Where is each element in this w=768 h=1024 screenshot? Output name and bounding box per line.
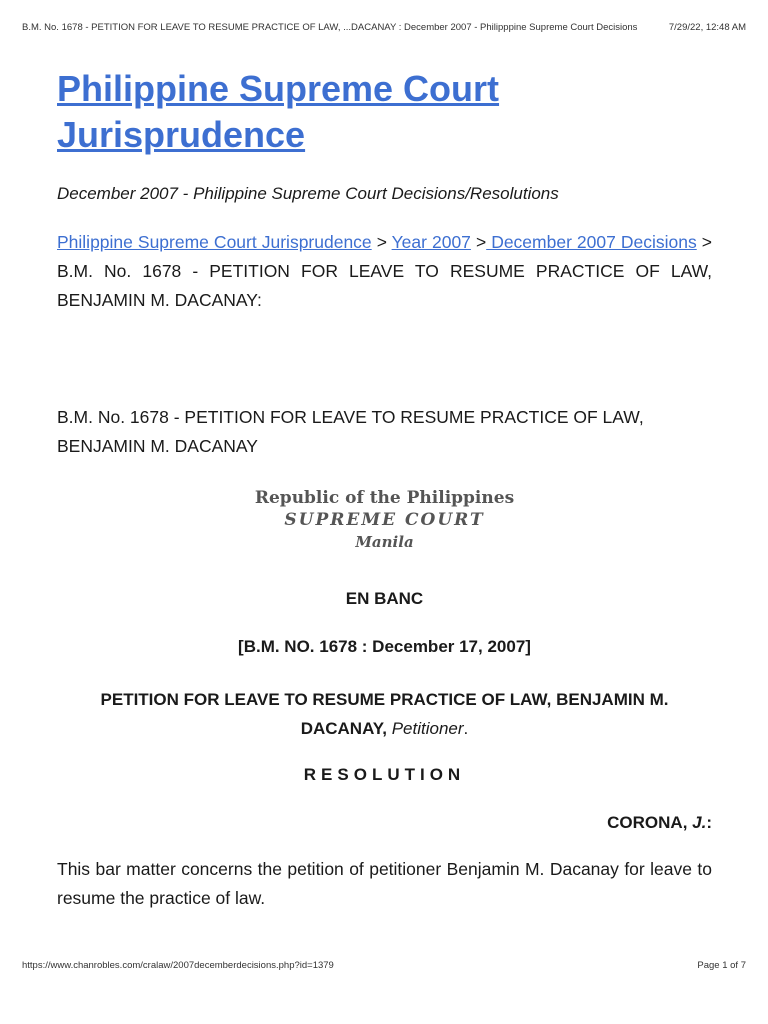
- breadcrumb-link-year[interactable]: Year 2007: [391, 232, 471, 252]
- ponente-title: J.: [692, 813, 707, 832]
- site-title: [57, 66, 712, 158]
- print-header-timestamp: 7/29/22, 12:48 AM: [668, 22, 746, 33]
- ponente: [57, 813, 712, 833]
- breadcrumb-separator: >: [371, 232, 392, 252]
- party-role: Petitioner: [391, 719, 464, 738]
- site-title-link[interactable]: Philippine Supreme Court Jurisprudence: [57, 68, 500, 155]
- seal-line-city: Manila: [355, 533, 414, 551]
- party-period: .: [463, 719, 469, 738]
- ponente-name: CORONA,: [607, 813, 693, 832]
- first-paragraph: This bar matter concerns the petition of petitioner Benjamin M. Dacanay for leave to resume the practice of law.: [57, 859, 712, 908]
- breadcrumb-separator: >: [470, 232, 487, 252]
- main-content: [57, 66, 712, 913]
- breadcrumb-current: > B.M. No. 1678 - PETITION FOR LEAVE TO RESUME PRACTICE OF LAW, BENJAMIN M. DACANAY:: [57, 232, 712, 310]
- division-label: EN BANC: [345, 589, 424, 608]
- case-heading: B.M. No. 1678 - PETITION FOR LEAVE TO RESUME PRACTICE OF LAW, BENJAMIN M. DACANAY: [57, 407, 644, 456]
- ponente-colon: :: [706, 813, 712, 832]
- parties-text: PETITION FOR LEAVE TO RESUME PRACTICE OF LAW, BENJAMIN M. DACANAY,: [100, 690, 669, 738]
- print-footer-url: https://www.chanrobles.com/cralaw/2007decemberdecisions.php?id=1379: [22, 960, 334, 971]
- case-parties: [57, 685, 712, 743]
- print-footer-page: Page 1 of 7: [697, 960, 746, 971]
- print-header-title: B.M. No. 1678 - PETITION FOR LEAVE TO RESUME PRACTICE OF LAW, ...DACANAY : December 2007 - Philipppine Supreme Court Decisions: [22, 22, 638, 33]
- breadcrumb-link-month[interactable]: December 2007 Decisions: [486, 232, 697, 252]
- breadcrumb: [57, 228, 712, 315]
- print-footer: [22, 960, 746, 971]
- print-header: [22, 22, 746, 33]
- breadcrumb-link-jurisprudence[interactable]: Philippine Supreme Court Jurisprudence: [57, 232, 372, 252]
- court-seal-text: [57, 487, 712, 553]
- gr-number: [B.M. NO. 1678 : December 17, 2007]: [238, 637, 531, 656]
- resolution-label: RESOLUTION: [303, 765, 466, 784]
- site-subtitle: December 2007 - Philippine Supreme Court Decisions/Resolutions: [57, 184, 559, 203]
- seal-line-court: SUPREME COURT: [284, 510, 485, 530]
- seal-line-republic: Republic of the Philippines: [254, 488, 515, 508]
